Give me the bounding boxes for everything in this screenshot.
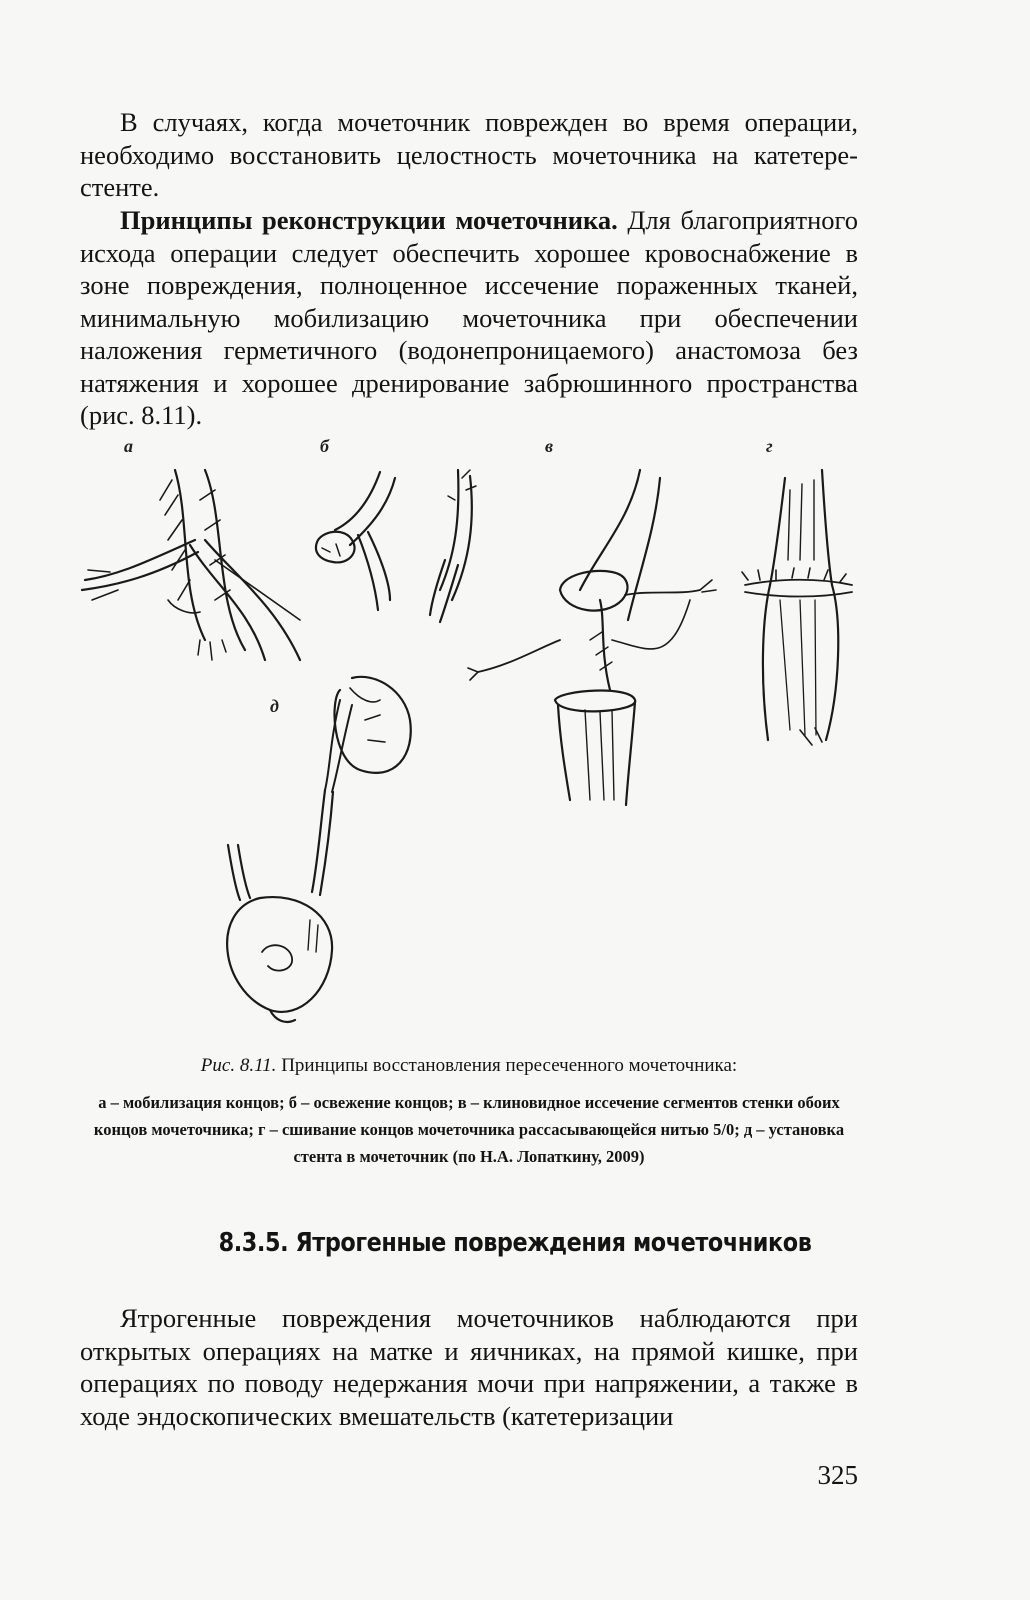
illustration-g-suturing — [742, 470, 852, 745]
figure-caption-number: Рис. 8.11. — [200, 1055, 277, 1076]
illustration-b-refreshing — [316, 470, 476, 622]
illustration-d-stent — [227, 677, 411, 1022]
figure-caption-title — [80, 1055, 858, 1077]
figure-label-b: б — [320, 436, 329, 456]
paragraph-principles-body: Для благоприятного исхода операции следует обеспечить хорошее кровоснабжение в зоне повреждения, полноценное иссечение пораженных тканей, минимальную мобилизацию мочеточника при обеспечении наложения герметичного (водонепроницаемого) анастомоза без натяжения и хорошее дренирование забрюшинного пространства (рис. 8.11). — [80, 205, 858, 430]
figure-caption-title-text: Принципы восстановления пересеченного мочеточника: — [276, 1055, 738, 1076]
figure-caption-body: а – мобилизация концов; б – освежение концов; в – клиновидное иссечение сегментов стенки обоих концов мочеточника; г – сшивание концов мочеточника рассасывающейся нитью 5/0; д – установка стента в мочеточник (по Н.А. Лопаткину, 2009) — [93, 1093, 845, 1166]
run-in-heading: Принципы реконструкции мочеточника. — [120, 205, 618, 235]
figure-label-a: а — [124, 436, 133, 456]
section-heading: 8.3.5. Ятрогенные повреждения мочеточников — [218, 1228, 812, 1258]
paragraph-intro: В случаях, когда мочеточник поврежден во время операции, необходимо восстановить целостность мочеточника на катетере-стенте. — [80, 107, 858, 202]
illustration-v-wedge-excision — [468, 470, 716, 805]
illustration-a-mobilization — [82, 470, 300, 660]
page-number: 325 — [817, 1460, 858, 1490]
figure-label-d: д — [270, 696, 279, 716]
figure-label-v: в — [545, 436, 554, 456]
paragraph-iatrogenic: Ятрогенные повреждения мочеточников наблюдаются при открытых операциях на матке и яичниках, на прямой кишке, при операциях по поводу недержания мочи при напряжении, а также в ходе эндоскопических вмешательств (катетеризации — [80, 1303, 858, 1431]
figure-label-g: г — [766, 436, 773, 456]
